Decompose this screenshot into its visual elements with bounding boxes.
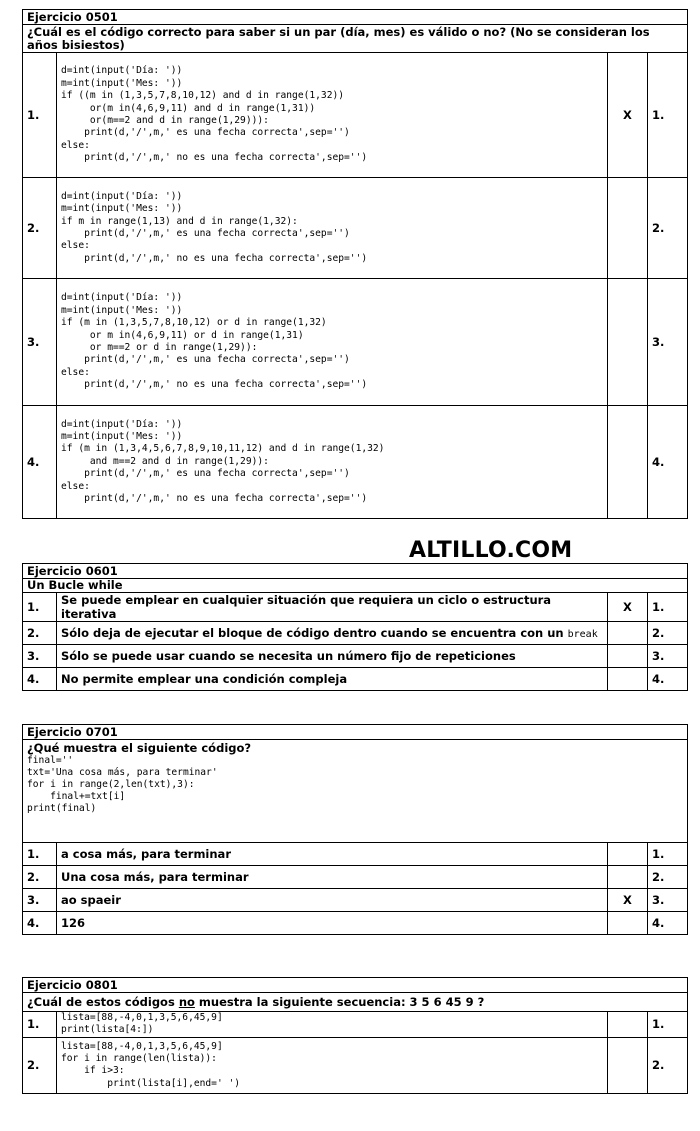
option-text: Sólo deja de ejecutar el bloque de código dentro cuando se encuentra con un bbox=[61, 626, 564, 640]
answer-mark: X bbox=[607, 889, 647, 912]
option-row bbox=[23, 843, 688, 866]
option-text: Se puede emplear en cualquier situación que requiera un ciclo o estructura iterativa bbox=[57, 593, 608, 622]
answer-mark bbox=[607, 1037, 647, 1093]
option-text: ao spaeir bbox=[57, 889, 608, 912]
option-text: 126 bbox=[57, 912, 608, 935]
option-number-right: 1. bbox=[647, 53, 687, 178]
option-row bbox=[23, 53, 688, 178]
option-text: Una cosa más, para terminar bbox=[57, 866, 608, 889]
option-number-right: 2. bbox=[647, 866, 687, 889]
exercise-question: ¿Cuál de estos códigos bbox=[27, 994, 179, 1009]
option-row bbox=[23, 645, 688, 668]
brand-logo: ALTILLO.COM bbox=[409, 538, 573, 563]
option-number: 3. bbox=[23, 279, 57, 406]
exercise-question: Un Bucle while bbox=[23, 579, 688, 593]
option-text: a cosa más, para terminar bbox=[57, 843, 608, 866]
option-text-cell bbox=[57, 622, 608, 645]
option-number-right: 3. bbox=[647, 889, 687, 912]
exercise-0501 bbox=[22, 9, 688, 519]
option-number-right: 1. bbox=[647, 593, 687, 622]
option-row bbox=[23, 178, 688, 279]
option-row bbox=[23, 279, 688, 406]
exercise-question: ¿Qué muestra el siguiente código? bbox=[27, 741, 252, 755]
option-number-right: 1. bbox=[647, 1012, 687, 1038]
option-number: 4. bbox=[23, 912, 57, 935]
exercise-title: Ejercicio 0501 bbox=[23, 10, 688, 25]
option-row bbox=[23, 622, 688, 645]
exercise-question-cell bbox=[23, 740, 688, 843]
option-number: 4. bbox=[23, 406, 57, 519]
option-number-right: 4. bbox=[647, 668, 687, 691]
option-code: d=int(input('Día: ')) m=int(input('Mes: ')) if m in range(1,13) and d in range(1,32): print(d,'/',m,' es una fecha correcta',sep='') else: print(d,'/',m,' no es una fecha correcta',sep='') bbox=[57, 178, 608, 279]
exercise-title: Ejercicio 0601 bbox=[23, 564, 688, 579]
option-number-right: 3. bbox=[647, 645, 687, 668]
exercise-0701 bbox=[22, 724, 688, 935]
option-text: No permite emplear una condición compleja bbox=[57, 668, 608, 691]
answer-mark bbox=[607, 622, 647, 645]
option-number: 2. bbox=[23, 1037, 57, 1093]
option-number-right: 3. bbox=[647, 279, 687, 406]
option-code-keyword: break bbox=[567, 629, 598, 640]
option-row bbox=[23, 889, 688, 912]
question-emphasis: no bbox=[178, 994, 195, 1009]
exercise-title: Ejercicio 0801 bbox=[23, 978, 688, 993]
answer-mark bbox=[607, 406, 647, 519]
exercise-0601 bbox=[22, 563, 688, 691]
option-number: 1. bbox=[23, 593, 57, 622]
option-number: 4. bbox=[23, 668, 57, 691]
option-number: 3. bbox=[23, 645, 57, 668]
exercise-question-cell bbox=[23, 993, 688, 1012]
answer-mark bbox=[607, 1012, 647, 1038]
exercise-question: ¿Cuál es el código correcto para saber si un par (día, mes) es válido o no? (No se consideran los años bisiestos) bbox=[23, 25, 688, 53]
option-number: 1. bbox=[23, 843, 57, 866]
question-code: final='' txt='Una cosa más, para terminar' for i in range(2,len(txt),3): final+=txt[i] print(final) bbox=[27, 755, 218, 814]
option-row bbox=[23, 866, 688, 889]
option-row bbox=[23, 1012, 688, 1038]
option-number-right: 2. bbox=[647, 622, 687, 645]
answer-mark bbox=[607, 843, 647, 866]
exercise-question-end: muestra la siguiente secuencia: 3 5 6 45 9 ? bbox=[194, 994, 485, 1009]
option-code: d=int(input('Día: ')) m=int(input('Mes: ')) if ((m in (1,3,5,7,8,10,12) and d in range(1,32)) or(m in(4,6,9,11) and d in range(1,31)) or(m==2 and d in range(1,29))): print(d,'/',m,' es una fecha correcta',sep='') else: print(d,'/',m,' no es una fecha correcta',sep='') bbox=[57, 53, 608, 178]
option-code: lista=[88,-4,0,1,3,5,6,45,9] print(lista[4:]) bbox=[57, 1012, 608, 1038]
option-row bbox=[23, 668, 688, 691]
option-number-right: 2. bbox=[647, 178, 687, 279]
option-code: d=int(input('Día: ')) m=int(input('Mes: ')) if (m in (1,3,5,7,8,10,12) or d in range(1,32) or m in(4,6,9,11) or d in range(1,31) or m==2 or d in range(1,29)): print(d,'/',m,' es una fecha correcta',sep='') else: print(d,'/',m,' no es una fecha correcta',sep='') bbox=[57, 279, 608, 406]
option-number: 2. bbox=[23, 622, 57, 645]
option-number: 1. bbox=[23, 53, 57, 178]
option-number-right: 4. bbox=[647, 406, 687, 519]
option-code: d=int(input('Día: ')) m=int(input('Mes: ')) if (m in (1,3,4,5,6,7,8,9,10,11,12) and d in range(1,32) and m==2 and d in range(1,29)): print(d,'/',m,' es una fecha correcta',sep='') else: print(d,'/',m,' no es una fecha correcta',sep='') bbox=[57, 406, 608, 519]
option-text: Sólo se puede usar cuando se necesita un número fijo de repeticiones bbox=[57, 645, 608, 668]
option-number-right: 4. bbox=[647, 912, 687, 935]
option-number-right: 1. bbox=[647, 843, 687, 866]
answer-mark: X bbox=[607, 593, 647, 622]
option-row bbox=[23, 593, 688, 622]
answer-mark bbox=[607, 866, 647, 889]
option-number: 2. bbox=[23, 178, 57, 279]
answer-mark bbox=[607, 178, 647, 279]
option-row bbox=[23, 912, 688, 935]
answer-mark bbox=[607, 668, 647, 691]
exercise-0801 bbox=[22, 977, 688, 1094]
option-number: 3. bbox=[23, 889, 57, 912]
answer-mark bbox=[607, 645, 647, 668]
option-row bbox=[23, 1037, 688, 1093]
exercise-title: Ejercicio 0701 bbox=[23, 725, 688, 740]
option-code: lista=[88,-4,0,1,3,5,6,45,9] for i in range(len(lista)): if i>3: print(lista[i],end=' ') bbox=[57, 1037, 608, 1093]
answer-mark: X bbox=[607, 53, 647, 178]
option-number: 2. bbox=[23, 866, 57, 889]
option-number: 1. bbox=[23, 1012, 57, 1038]
answer-mark bbox=[607, 912, 647, 935]
answer-mark bbox=[607, 279, 647, 406]
option-number-right: 2. bbox=[647, 1037, 687, 1093]
option-row bbox=[23, 406, 688, 519]
